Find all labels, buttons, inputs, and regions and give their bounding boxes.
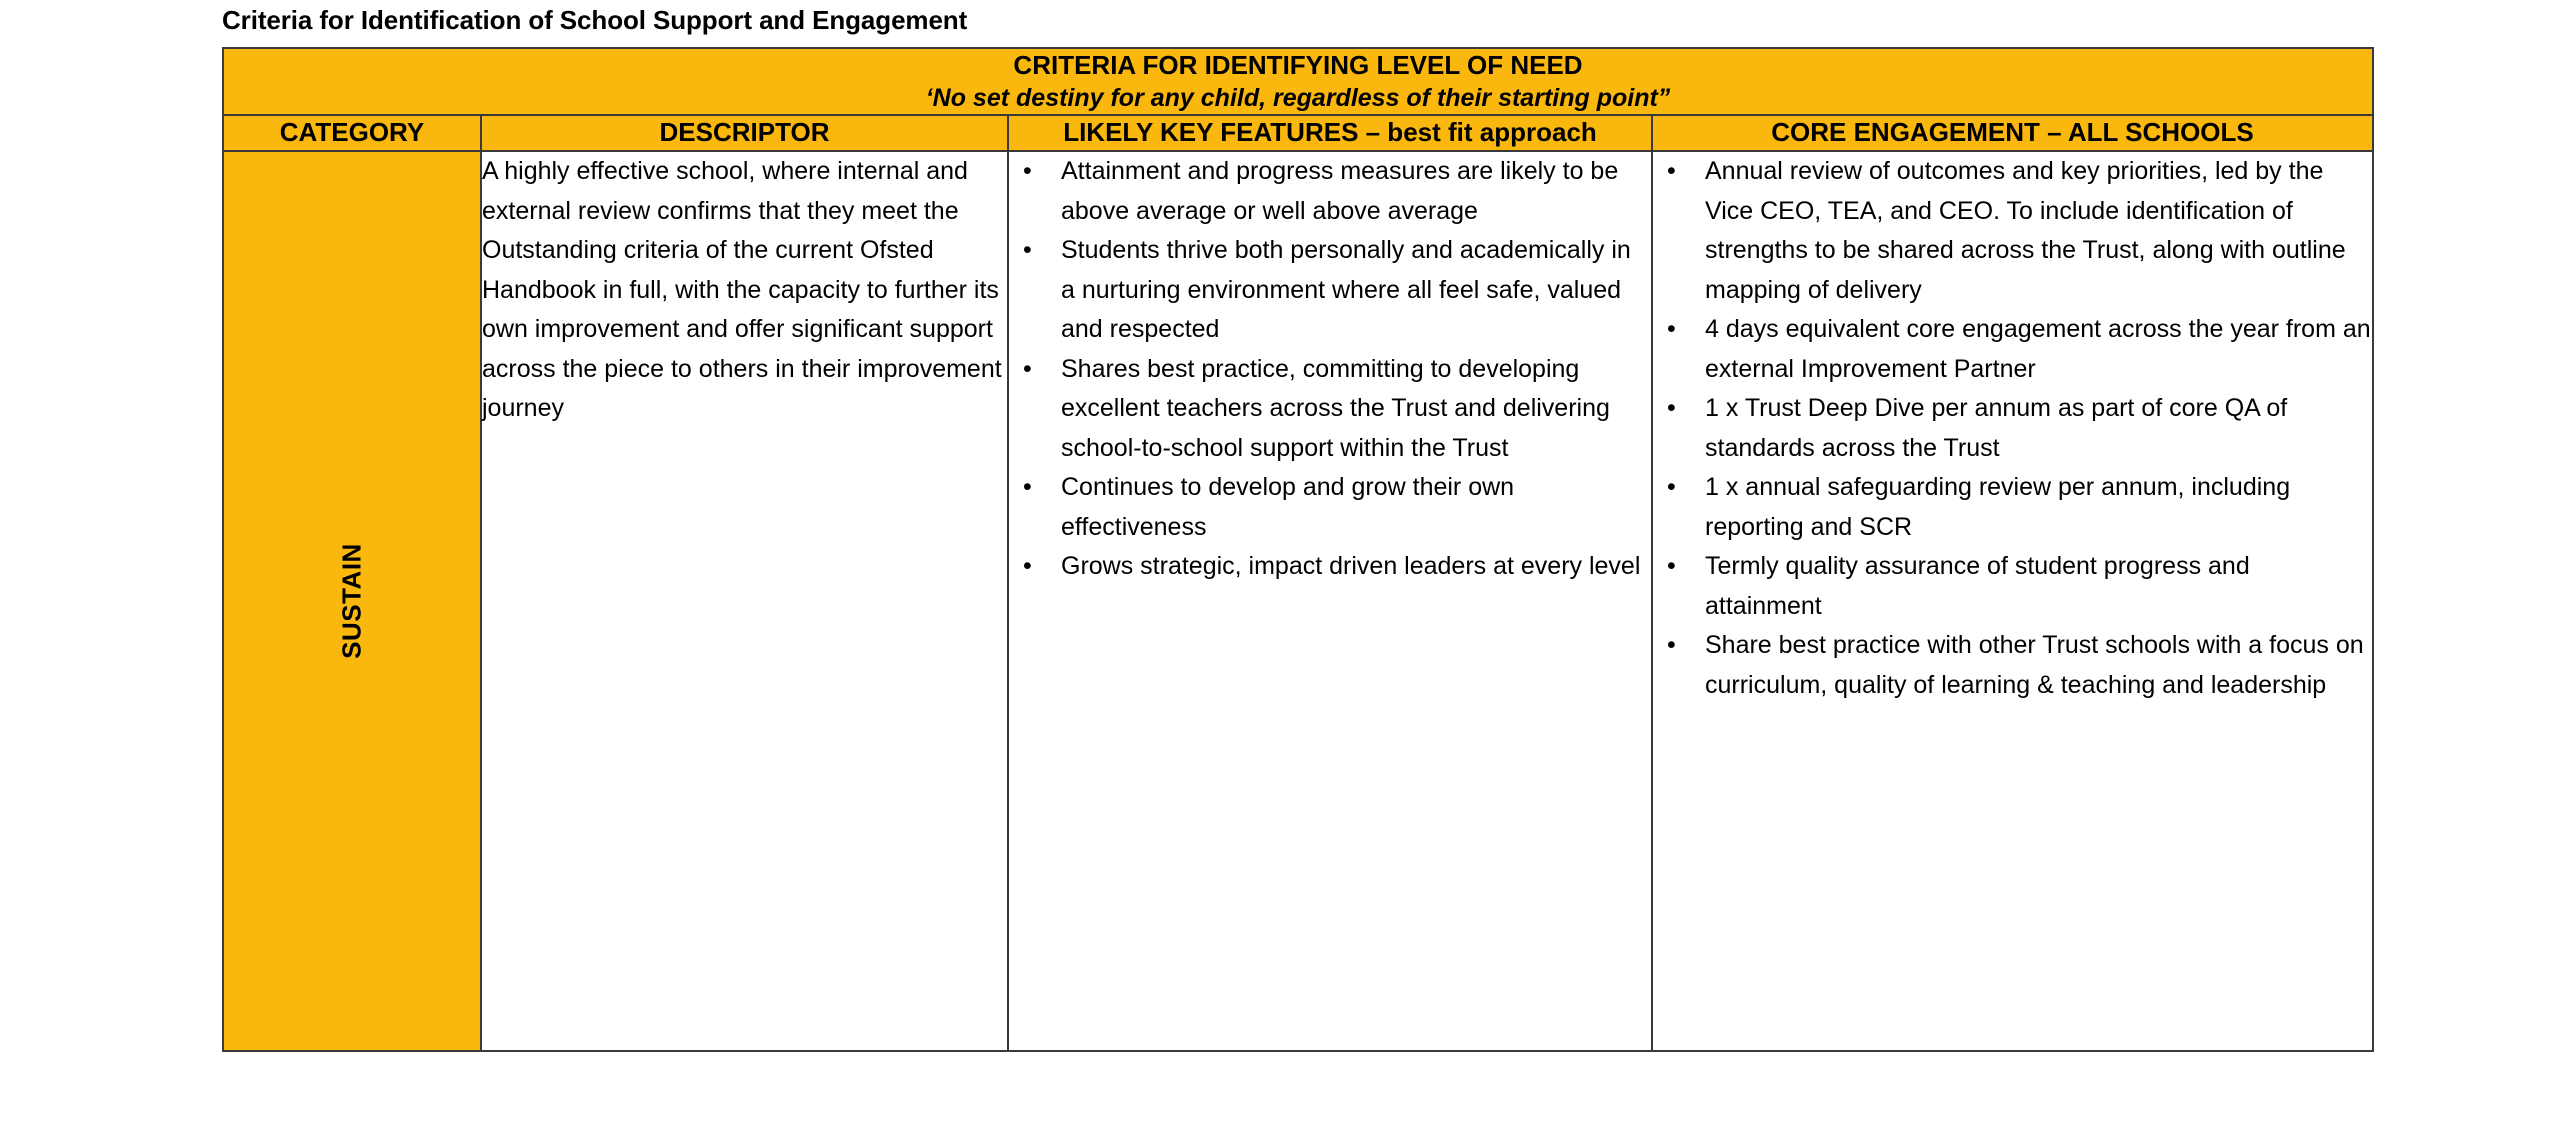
- banner-title: CRITERIA FOR IDENTIFYING LEVEL OF NEED: [1013, 50, 1583, 80]
- table-header-row: [223, 115, 2373, 151]
- core-engagement-list: [1653, 152, 2372, 705]
- column-header-core-engagement: CORE ENGAGEMENT – ALL SCHOOLS: [1652, 115, 2373, 151]
- criteria-table: [222, 47, 2374, 1052]
- core-engagement-cell: [1652, 151, 2373, 1051]
- page-title: Criteria for Identification of School Support and Engagement: [222, 5, 968, 35]
- likely-key-features-cell: [1008, 151, 1652, 1051]
- list-item: • 1 x annual safeguarding review per annum, including reporting and SCR: [1653, 468, 2372, 547]
- column-header-category: CATEGORY: [223, 115, 481, 151]
- list-item: • Attainment and progress measures are likely to be above average or well above average: [1009, 152, 1651, 231]
- descriptor-cell: [481, 151, 1008, 1051]
- list-item: • Termly quality assurance of student progress and attainment: [1653, 547, 2372, 626]
- column-header-likely-key-features: LIKELY KEY FEATURES – best fit approach: [1008, 115, 1652, 151]
- list-item: • 4 days equivalent core engagement across the year from an external Improvement Partner: [1653, 310, 2372, 389]
- list-item: • 1 x Trust Deep Dive per annum as part of core QA of standards across the Trust: [1653, 389, 2372, 468]
- descriptor-paragraph: A highly effective school, where internal and external review confirms that they meet the Outstanding criteria of the current Ofsted Handbook in full, with the capacity to further its own improvement and offer significant support across the piece to others in their improvement journey: [482, 157, 1002, 423]
- table-row: [223, 151, 2373, 1051]
- likely-key-features-list: [1009, 152, 1651, 587]
- list-item: • Continues to develop and grow their own effectiveness: [1009, 468, 1651, 547]
- list-item: • Share best practice with other Trust schools with a focus on curriculum, quality of learning & teaching and leadership: [1653, 626, 2372, 705]
- list-item: • Annual review of outcomes and key priorities, led by the Vice CEO, TEA, and CEO. To include identification of strengths to be shared across the Trust, along with outline mapping of delivery: [1653, 152, 2372, 310]
- column-header-descriptor: DESCRIPTOR: [481, 115, 1008, 151]
- category-cell-sustain: [223, 151, 481, 1051]
- banner-quote: ‘No set destiny for any child, regardless of their starting point”: [925, 84, 1671, 113]
- banner-cell: [223, 48, 2373, 115]
- list-item: • Grows strategic, impact driven leaders at every level: [1009, 547, 1651, 587]
- category-label-sustain: SUSTAIN: [336, 543, 367, 659]
- list-item: • Students thrive both personally and academically in a nurturing environment where all feel safe, valued and respected: [1009, 231, 1651, 350]
- table-banner-row: [223, 48, 2373, 115]
- list-item: • Shares best practice, committing to developing excellent teachers across the Trust and delivering school-to-school support within the Trust: [1009, 350, 1651, 469]
